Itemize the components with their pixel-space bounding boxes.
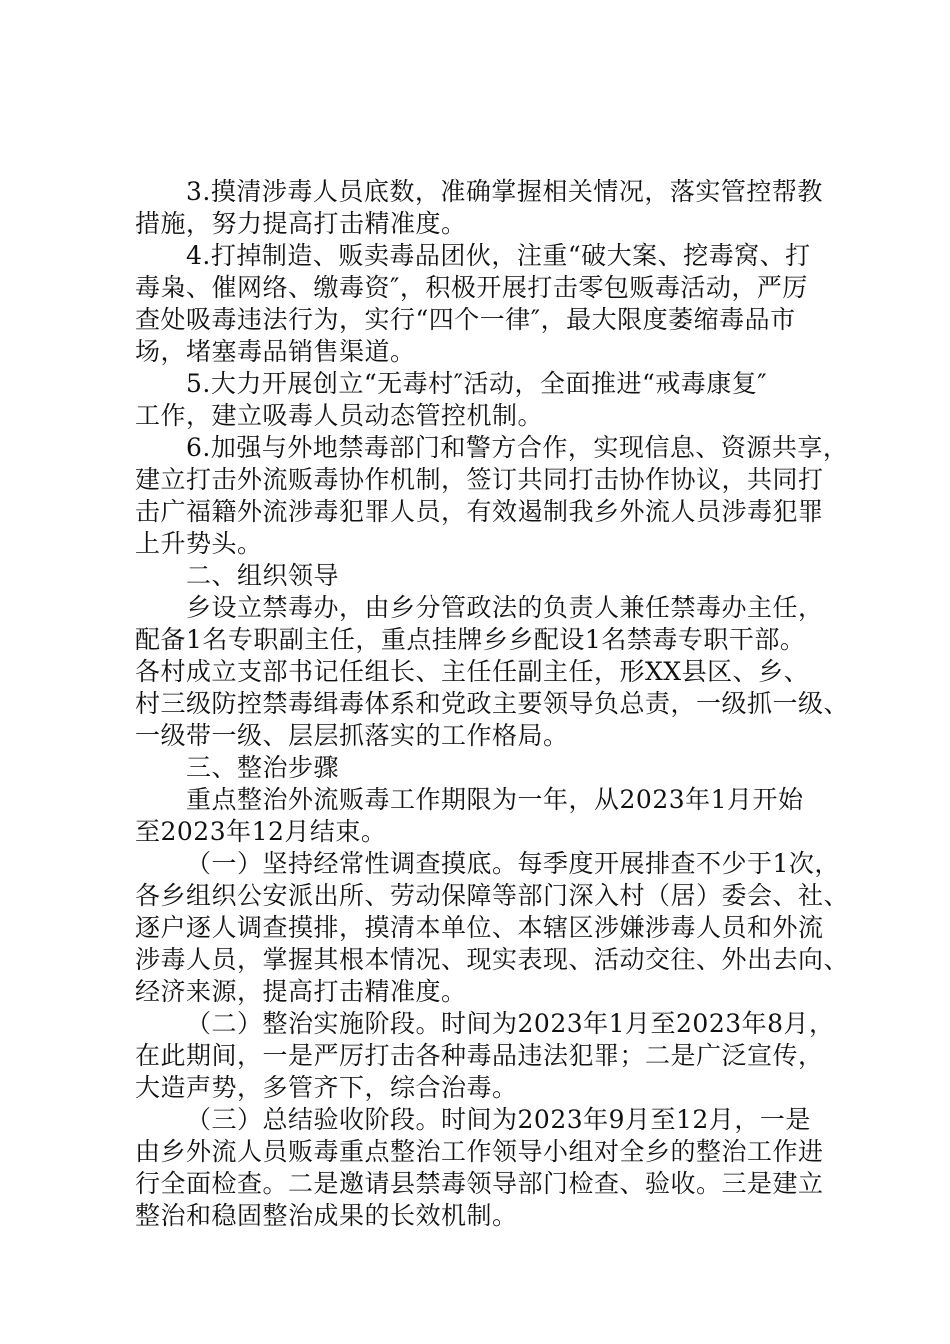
text-line: 上升势头。: [135, 529, 263, 558]
text-line: 由乡外流人员贩毒重点整治工作领导小组对全乡的整治工作进: [135, 1137, 824, 1166]
text-line: 4.打掉制造、贩卖毒品团伙，注重“破大案、挖毒窝、打: [186, 241, 811, 270]
text-line: 在此期间，一是严厉打击各种毒品违法犯罪；二是广泛宣传，: [135, 1041, 824, 1070]
text-line: 经济来源，提高打击精准度。: [135, 977, 467, 1006]
text-line: （一）坚持经常性调查摸底。每季度开展排查不少于1次，: [186, 849, 840, 878]
text-line: 大造声势，多管齐下，综合治毒。: [135, 1073, 518, 1102]
text-line: 配备1名专职副主任，重点挂牌乡乡配设1名禁毒专职干部。: [135, 625, 806, 654]
text-line: 击广福籍外流涉毒犯罪人员，有效遏制我乡外流人员涉毒犯罪: [135, 497, 824, 526]
text-line: 至2023年12月结束。: [135, 817, 387, 846]
text-line: 场，堵塞毒品销售渠道。: [135, 337, 416, 366]
text-line: 各乡组织公安派出所、劳动保障等部门深入村（居）委会、社、: [135, 881, 850, 910]
text-line: 毒枭、催网络、缴毒资″，积极开展打击零包贩毒活动，严厉: [135, 273, 808, 302]
text-line: （二）整治实施阶段。时间为2023年1月至2023年8月，: [186, 1009, 835, 1038]
text-line: 5.大力开展创立“无毒村″活动，全面推进“戒毒康复″: [186, 369, 768, 398]
text-line: 6.加强与外地禁毒部门和警方合作，实现信息、资源共享，: [186, 433, 849, 462]
text-line: 工作，建立吸毒人员动态管控机制。: [135, 401, 544, 430]
text-line: 涉毒人员，掌握其根本情况、现实表现、活动交往、外出去向、: [135, 945, 850, 974]
section-heading: 三、整治步骤: [186, 753, 340, 782]
text-line: 逐户逐人调查摸排，摸清本单位、本辖区涉嫌涉毒人员和外流: [135, 913, 824, 942]
text-line: 建立打击外流贩毒协作机制，签订共同打击协作协议，共同打: [135, 465, 824, 494]
text-line: 整治和稳固整治成果的长效机制。: [135, 1201, 518, 1230]
text-line: 各村成立支部书记任组长、主任任副主任，形XX县区、乡、: [135, 657, 810, 686]
text-line: 行全面检查。二是邀请县禁毒领导部门检查、验收。三是建立: [135, 1169, 824, 1198]
section-heading: 二、组织领导: [186, 561, 340, 590]
text-line: 重点整治外流贩毒工作期限为一年，从2023年1月开始: [186, 785, 804, 814]
text-line: 乡设立禁毒办，由乡分管政法的负责人兼任禁毒办主任，: [186, 593, 824, 622]
text-line: 查处吸毒违法行为，实行“四个一律″，最大限度萎缩毒品市: [135, 305, 796, 334]
text-line: 一级带一级、层层抓落实的工作格局。: [135, 721, 569, 750]
text-line: 村三级防控禁毒缉毒体系和党政主要领导负总责，一级抓一级、: [135, 689, 850, 718]
text-line: （三）总结验收阶段。时间为2023年9月至12月，一是: [186, 1105, 811, 1134]
text-line: 3.摸清涉毒人员底数，准确掌握相关情况，落实管控帮教: [186, 177, 823, 206]
text-line: 措施，努力提高打击精准度。: [135, 209, 467, 238]
